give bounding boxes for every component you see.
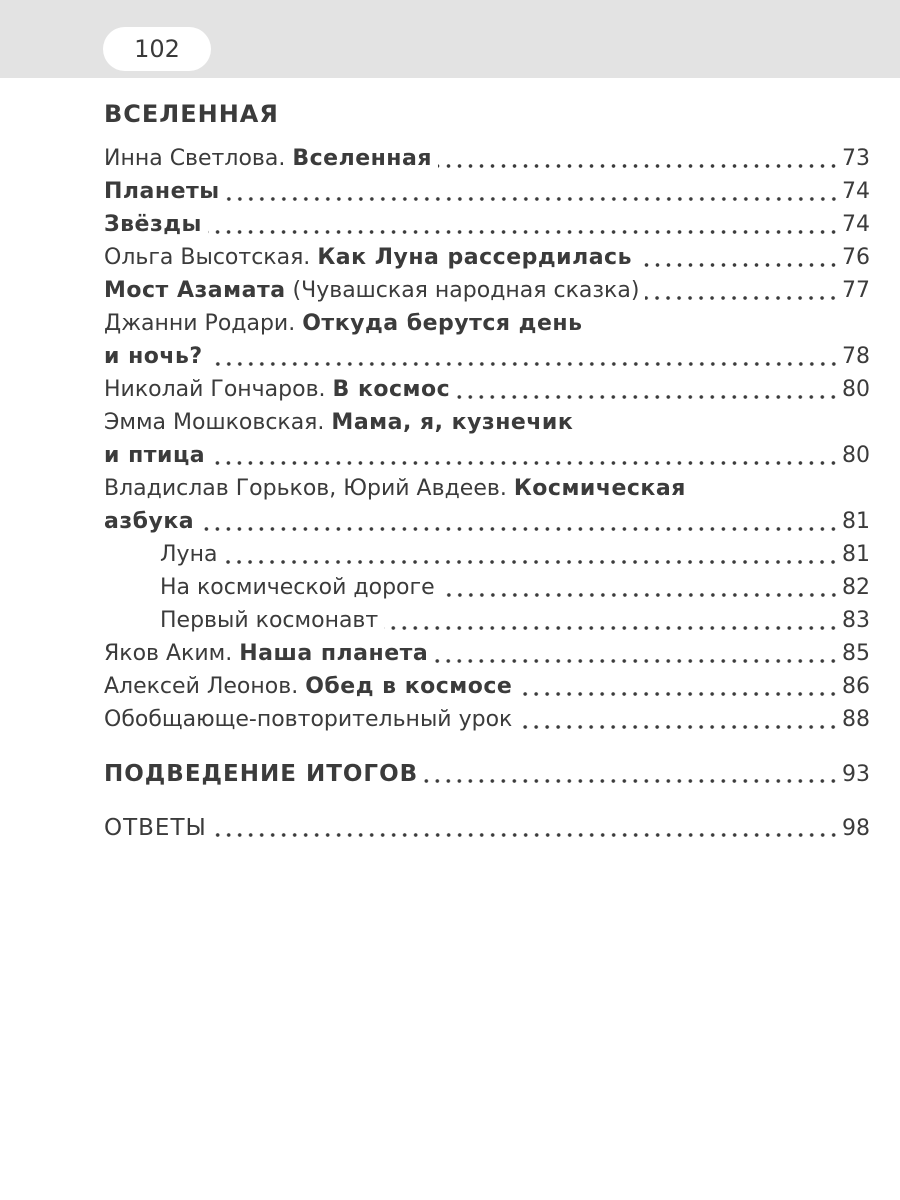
entry-title: Первый космонавт xyxy=(160,608,379,633)
entry-title: На космической дороге xyxy=(160,575,435,600)
entry-title: ОТВЕТЫ xyxy=(104,815,207,841)
entry-title: ПОДВЕДЕНИЕ ИТОГОВ xyxy=(104,761,419,787)
entry-page: 98 xyxy=(842,816,870,841)
entry-page: 88 xyxy=(842,707,870,732)
toc-entry-moshkovskaya[interactable] xyxy=(104,406,870,439)
dot-leader xyxy=(213,833,839,837)
entry-author: Инна Светлова. xyxy=(104,146,286,171)
toc-entry-most-azamata[interactable] xyxy=(104,274,870,307)
entry-title: Откуда берутся день xyxy=(302,311,583,336)
dot-leader xyxy=(645,296,839,300)
page-number: 102 xyxy=(103,27,211,71)
entry-title: Космическая xyxy=(513,476,686,501)
dot-leader xyxy=(211,461,839,465)
entry-author: Николай Гончаров. xyxy=(104,377,326,402)
entry-page: 85 xyxy=(842,641,870,666)
entry-page: 74 xyxy=(842,179,870,204)
toc-entry-zvezdy[interactable] xyxy=(104,208,870,241)
entry-note: (Чувашская народная сказка) xyxy=(292,278,640,303)
dot-leader xyxy=(434,659,839,663)
page-header-band xyxy=(0,0,900,78)
toc-subentry-luna[interactable] xyxy=(104,538,870,571)
toc-entry-rodari[interactable] xyxy=(104,307,870,340)
dot-leader xyxy=(638,263,839,267)
dot-leader xyxy=(518,725,839,729)
entry-page: 77 xyxy=(842,278,870,303)
entry-title: Звёзды xyxy=(104,212,202,237)
dot-leader xyxy=(456,395,839,399)
toc-entry-akim[interactable] xyxy=(104,637,870,670)
entry-page: 73 xyxy=(842,146,870,171)
toc-entry-rodari-line2[interactable] xyxy=(104,340,870,373)
entry-page: 82 xyxy=(842,575,870,600)
table-of-contents xyxy=(104,98,870,848)
dot-leader xyxy=(384,626,839,630)
entry-title: В космос xyxy=(332,377,451,402)
entry-page: 76 xyxy=(842,245,870,270)
toc-subentry-pervyi-kosmonavt[interactable] xyxy=(104,604,870,637)
entry-page: 78 xyxy=(842,344,870,369)
dot-leader xyxy=(441,593,839,597)
toc-entry-moshkovskaya-line2[interactable] xyxy=(104,439,870,472)
toc-entry-gorkov-avdeev-line2[interactable] xyxy=(104,505,870,538)
entry-title: Обобщающе-повторительный урок xyxy=(104,707,513,732)
entry-author: Джанни Родари. xyxy=(104,311,296,336)
entry-title: Мост Азамата xyxy=(104,278,286,303)
entry-page: 86 xyxy=(842,674,870,699)
toc-entry-planety[interactable] xyxy=(104,175,870,208)
entry-page: 74 xyxy=(842,212,870,237)
entry-author: Алексей Леонов. xyxy=(104,674,299,699)
dot-leader xyxy=(200,527,839,531)
entry-author: Ольга Высотская. xyxy=(104,245,311,270)
dot-leader xyxy=(223,560,839,564)
toc-entry-goncharov[interactable] xyxy=(104,373,870,406)
entry-page: 93 xyxy=(842,762,870,787)
dot-leader xyxy=(438,164,839,168)
entry-title: Вселенная xyxy=(292,146,432,171)
toc-subentry-kosmicheskaya-doroga[interactable] xyxy=(104,571,870,604)
entry-author: Эмма Мошковская. xyxy=(104,410,325,435)
section-title: ВСЕЛЕННАЯ xyxy=(104,100,279,128)
entry-page: 83 xyxy=(842,608,870,633)
entry-page: 81 xyxy=(842,542,870,567)
dot-leader xyxy=(226,197,839,201)
toc-entry-svetlova[interactable] xyxy=(104,142,870,175)
toc-entry-review-lesson[interactable] xyxy=(104,703,870,736)
entry-title-continued: азбука xyxy=(104,509,195,534)
entry-title: Обед в космосе xyxy=(305,674,513,699)
entry-title: Луна xyxy=(160,542,218,567)
toc-entry-summary[interactable] xyxy=(104,754,870,794)
dot-leader xyxy=(209,362,839,366)
entry-title: Как Луна рассердилась xyxy=(317,245,632,270)
entry-title-continued: и птица xyxy=(104,443,206,468)
entry-title: Планеты xyxy=(104,179,220,204)
entry-author: Владислав Горьков, Юрий Авдеев. xyxy=(104,476,507,501)
entry-page: 80 xyxy=(842,377,870,402)
toc-entry-answers[interactable] xyxy=(104,808,870,848)
toc-entry-vysotskaya[interactable] xyxy=(104,241,870,274)
entry-page: 80 xyxy=(842,443,870,468)
entry-author: Яков Аким. xyxy=(104,641,233,666)
entry-title: Мама, я, кузнечик xyxy=(331,410,574,435)
dot-leader xyxy=(518,692,839,696)
toc-entry-gorkov-avdeev[interactable] xyxy=(104,472,870,505)
dot-leader xyxy=(424,779,839,783)
entry-page: 81 xyxy=(842,509,870,534)
dot-leader xyxy=(208,230,839,234)
entry-title-continued: и ночь? xyxy=(104,344,203,369)
toc-entry-leonov[interactable] xyxy=(104,670,870,703)
entry-title: Наша планета xyxy=(239,641,429,666)
